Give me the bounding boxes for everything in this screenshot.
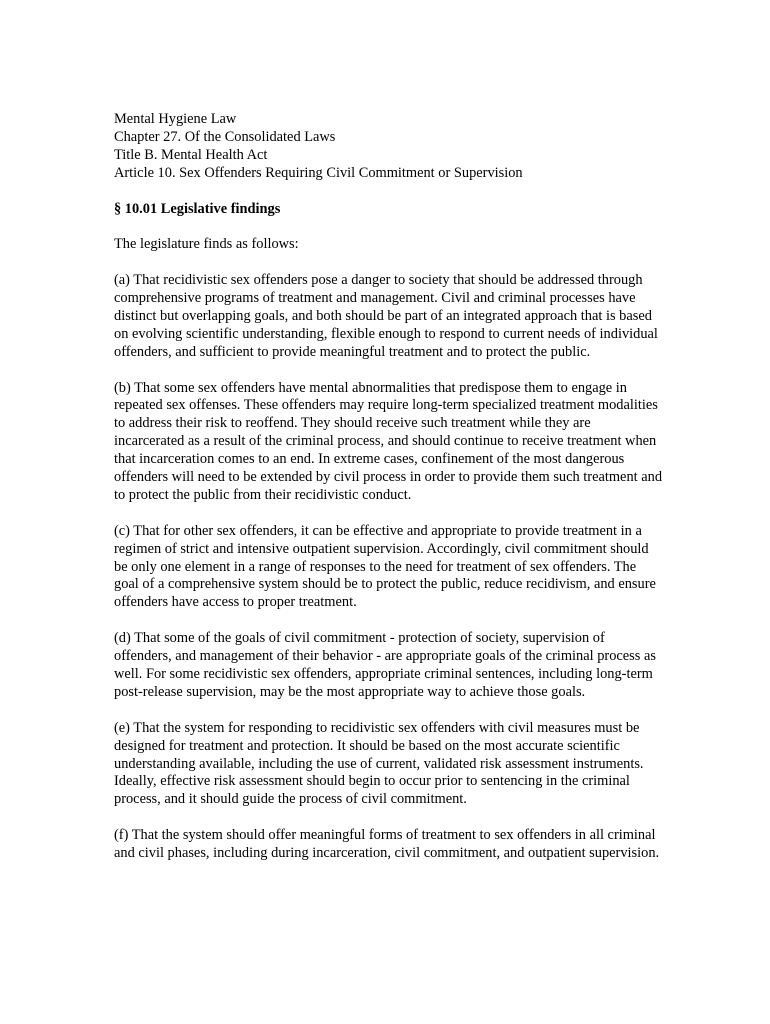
document-header <box>114 111 664 183</box>
paragraph-f: (f) That the system should offer meaningful forms of treatment to sex offenders in all criminal and civil phases, including during incarceration, civil commitment, and outpatient supervision. <box>114 827 660 862</box>
paragraph-a: (a) That recidivistic sex offenders pose a danger to society that should be addressed through comprehensive programs of treatment and management. Civil and criminal processes have distinct but overlapping goals, and both should be part of an integrated approach that is based on evolving scientific understanding, flexible enough to respond to current needs of individual offenders, and sufficient to provide meaningful treatment and to protect the public. <box>114 272 658 360</box>
paragraph-e: (e) That the system for responding to recidivistic sex offenders with civil measures must be designed for treatment and protection. It should be based on the most accurate scientific understanding available, including the use of current, validated risk assessment instruments. Ideally, effective risk assessment should begin to occur prior to sentencing in the criminal process, and it should guide the process of civil commitment. <box>114 719 644 808</box>
section-intro: The legislature finds as follows: <box>114 236 299 253</box>
document-page <box>114 111 664 863</box>
title-line: Title B. Mental Health Act <box>114 146 268 163</box>
chapter-line: Chapter 27. Of the Consolidated Laws <box>114 128 336 145</box>
paragraph-d: (d) That some of the goals of civil commitment - protection of society, supervision of offenders, and management of their behavior - are appropriate goals of the criminal process as well. For some recidivistic sex offenders, appropriate criminal sentences, including long-term post-release supervision, may be the most appropriate way to achieve those goals. <box>114 630 656 700</box>
law-name: Mental Hygiene Law <box>114 111 237 127</box>
section-heading: § 10.01 Legislative findings <box>114 200 281 217</box>
article-line: Article 10. Sex Offenders Requiring Civil Commitment or Supervision <box>114 164 523 181</box>
paragraph-b: (b) That some sex offenders have mental abnormalities that predispose them to engage in repeated sex offenses. These offenders may require long-term specialized treatment modalities to address their risk to reoffend. They should receive such treatment while they are incarcerated as a result of the criminal process, and should continue to receive treatment when that incarceration comes to an end. In extreme cases, confinement of the most dangerous offenders will need to be extended by civil process in order to provide them such treatment and to protect the public from their recidivistic conduct. <box>114 379 663 503</box>
paragraph-c: (c) That for other sex offenders, it can be effective and appropriate to provide treatment in a regimen of strict and intensive outpatient supervision. Accordingly, civil commitment should be only one element in a range of responses to the need for treatment of sex offenders. The goal of a comprehensive system should be to protect the public, reduce recidivism, and ensure offenders have access to proper treatment. <box>114 522 656 611</box>
